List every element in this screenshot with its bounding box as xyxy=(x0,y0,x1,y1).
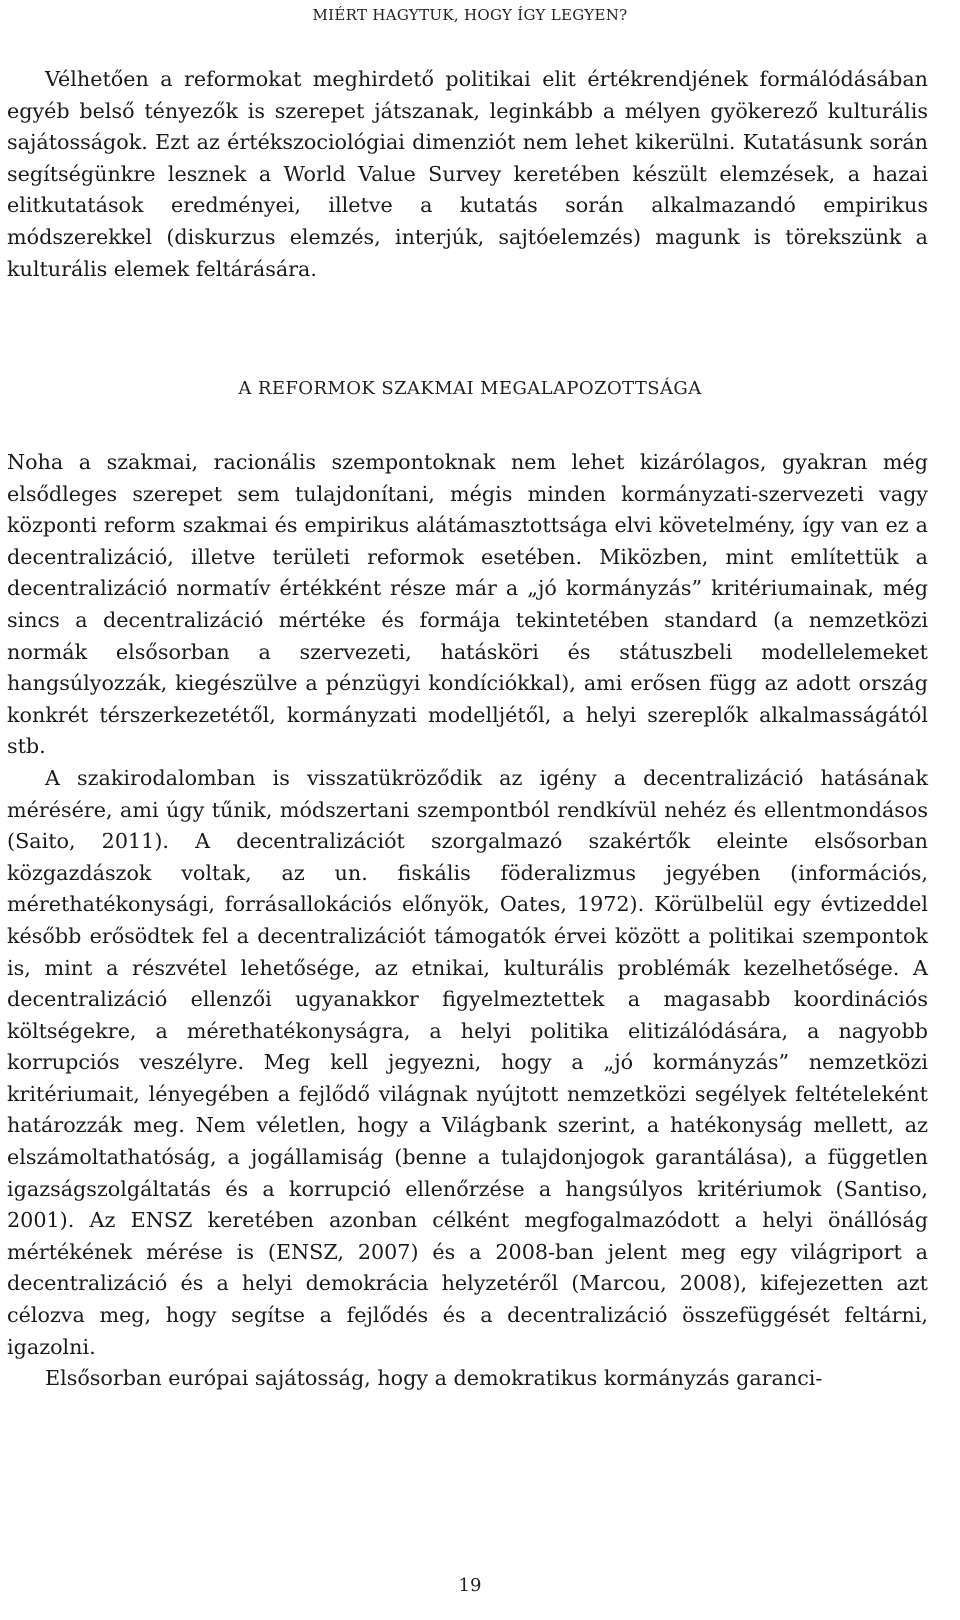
paragraph: Elsősorban európai sajátosság, hogy a demokratikus kormányzás garanci- xyxy=(45,1366,823,1391)
paragraph: Vélhetően a reformokat meghirdető politikai elit értékrendjének formálódásában egyéb belső tényezők is szerepet játszanak, leginkább a mélyen gyökerező kulturális sajátosságok. Ezt az értékszociológiai dimenziót nem lehet kikerülni. Kutatásunk során segítségünkre lesznek a World Value Survey keretében készült elemzések, a hazai elitkutatások eredményei, illetve a kutatás során alkalmazandó empirikus módszerekkel (diskurzus elemzés, interjúk, sajtóelemzés) magunk is törekszünk a kulturális elemek feltárására. xyxy=(7,67,928,281)
running-header: MIÉRT HAGYTUK, HOGY ÍGY LEGYEN? xyxy=(312,6,628,24)
section-intro xyxy=(7,64,928,285)
section-body xyxy=(7,447,928,1395)
section-title: A REFORMOK SZAKMAI MEGALAPOZOTTSÁGA xyxy=(238,378,702,399)
page-number: 19 xyxy=(458,1575,482,1596)
paragraph: Noha a szakmai, racionális szempontoknak nem lehet kizárólagos, gyakran még elsődleges szerepet sem tulajdonítani, mégis minden kormányzati-szervezeti vagy központi reform szakmai és empirikus alátámasztottsága elvi követelmény, így van ez a decentralizáció, illetve területi reformok esetében. Miközben, mint említettük a decentralizáció normatív értékként része már a „jó kormányzás” kritériumainak, még sincs a decentralizáció mértéke és formája tekintetében standard (a nemzetközi normák elsősorban a szervezeti, hatásköri és státuszbeli modellelemeket hangsúlyozzák, kiegészülve a pénzügyi kondíciókkal), ami erősen függ az adott ország konkrét térszerkezetétől, kormányzati modelljétől, a helyi szereplők alkalmasságától stb. xyxy=(7,450,928,759)
paragraph: A szakirodalomban is visszatükröződik az igény a decentralizáció hatásának mérésére, ami úgy tűnik, módszertani szempontból rendkívül nehéz és ellentmondásos (Saito, 2011). A decentralizációt szorgalmazó szakértők eleinte elsősorban közgazdászok voltak, az un. fiskális föderalizmus jegyében (információs, mérethatékonysági, forrásallokációs előnyök, Oates, 1972). Körülbelül egy évtizeddel később erősödtek fel a decentralizációt támogatók érvei között a politikai szempontok is, mint a részvétel lehetősége, az etnikai, kulturális problémák kezelhetősége. A decentralizáció ellenzői ugyanakkor figyelmeztettek a magasabb koordinációs költségekre, a mérethatékonyságra, a helyi politika elitizálódására, a nagyobb korrupciós veszélyre. Meg kell jegyezni, hogy a „jó kormányzás” nemzetközi kritériumait, lényegében a fejlődő világnak nyújtott nemzetközi segélyek feltételeként határozzák meg. Nem véletlen, hogy a Világbank szerint, a hatékonyság mellett, az elszámoltathatóság, a jogállamiság (benne a tulajdonjogok garantálása), a független igazságszolgáltatás és a korrupció ellenőrzése a hangsúlyos kritériumok (Santiso, 2001). Az ENSZ keretében azonban célként megfogalmazódott a helyi önállóság mértékének mérése is (ENSZ, 2007) és a 2008-ban jelent meg egy világriport a decentralizáció és a helyi demokrácia helyzetéről (Marcou, 2008), kifejezetten azt célozva meg, hogy segítse a fejlődés és a decentralizáció összefüggését feltárni, igazolni. xyxy=(7,765,928,1359)
